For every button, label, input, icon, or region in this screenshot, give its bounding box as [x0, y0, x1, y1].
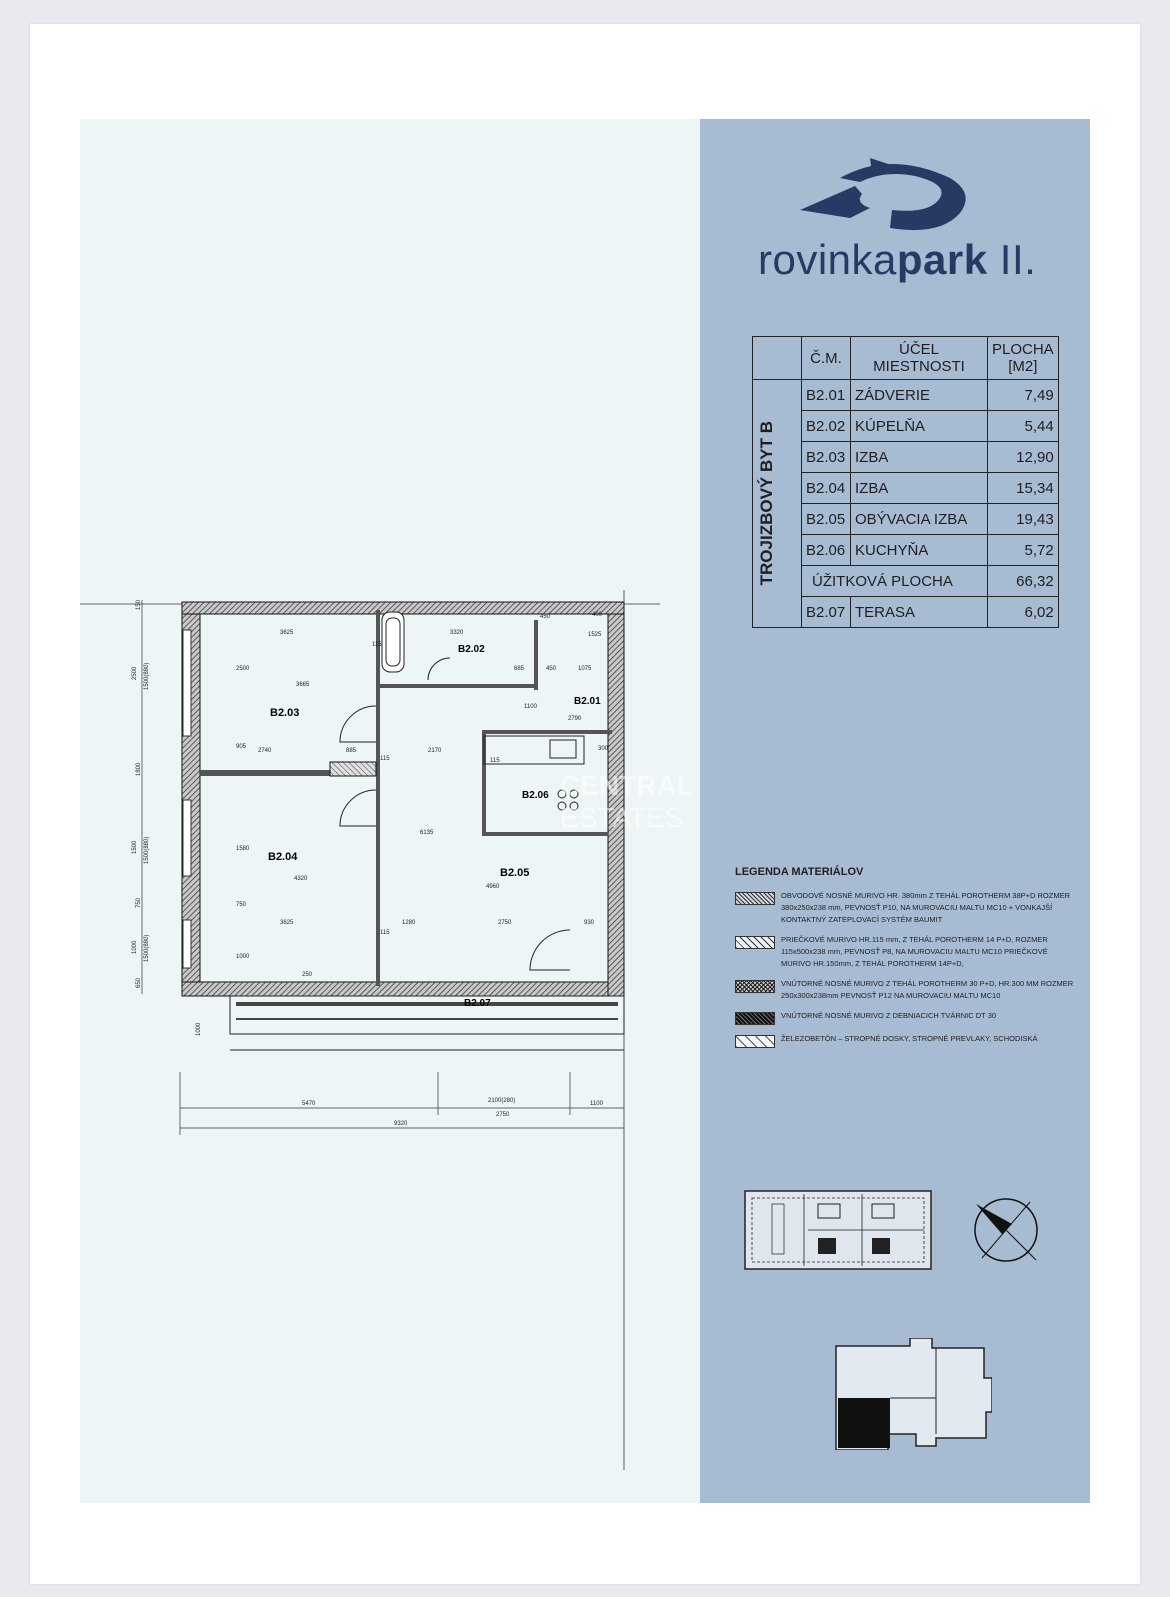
dim-label: 1500(880) [144, 934, 150, 962]
dim-label: 1525 [588, 632, 602, 638]
dim-label: 300 [598, 746, 609, 752]
header-plocha-l2: [M2] [1008, 358, 1038, 375]
dim-label: 3320 [450, 630, 464, 636]
legend-item [735, 978, 1075, 1002]
dim-label: 1075 [578, 666, 592, 672]
dim-label: 2170 [428, 748, 442, 754]
cell-cm: B2.03 [802, 442, 851, 473]
legend-item [735, 1033, 1075, 1048]
floor-plan [80, 590, 660, 1490]
dim-label: 3665 [296, 682, 310, 688]
cell-ucel: KÚPELŇA [851, 411, 988, 442]
table-header-row [753, 337, 1059, 380]
legend-text: VNÚTORNÉ NOSNÉ MURIVO Z TEHÁL POROTHERM 30 P+D, HR.300 MM ROZMER 250x300x238mm PEVNOSŤ P12 NA MUROVACIU MALTU MC10 [781, 979, 1074, 1000]
cell-plocha: 15,34 [988, 473, 1059, 504]
dim-label: 2100(280) [488, 1098, 516, 1104]
cell-plocha: 5,72 [988, 535, 1059, 566]
cell-cm: B2.04 [802, 473, 851, 504]
dim-label: 1000 [236, 954, 250, 960]
dense-crosshatch-swatch-icon [735, 980, 775, 993]
room-label-b2-01: B2.01 [574, 696, 601, 707]
legend-text: OBVODOVÉ NOSNÉ MURIVO HR. 380mm Z TEHÁL POROTHERM 38P+D ROZMER 380x250x238 mm, PEVNOSŤ P10, NA MUROVACIU MALTU MC10 + VONKAJŠÍ KONTAKTNÝ ZATEPLOVACÍ SYSTÉM BAUMIT [781, 891, 1071, 924]
legend-text: ŽELEZOBETÓN – STROPNÉ DOSKY, STROPNÉ PREVLAKY, SCHODISKÁ [781, 1034, 1038, 1043]
north-arrow-icon [972, 1196, 1040, 1264]
room-label-b2-06: B2.06 [522, 790, 549, 801]
watermark [560, 770, 694, 834]
dim-label: 4320 [294, 876, 308, 882]
cell-ucel: TERASA [851, 597, 988, 628]
group-label: TROJIZBOVÝ BYT B [757, 421, 776, 586]
cell-ucel: IZBA [851, 442, 988, 473]
dim-label: 2500 [236, 666, 250, 672]
dim-label: 1580 [236, 846, 250, 852]
dim-label: 250 [302, 972, 313, 978]
dim-label: 2790 [568, 716, 582, 722]
dim-label: 115 [380, 756, 390, 762]
dim-label: 2500 [132, 666, 138, 680]
cell-ucel: OBÝVACIA IZBA [851, 504, 988, 535]
light-hatch-swatch-icon [735, 1035, 775, 1048]
dim-label: 400 [592, 612, 603, 618]
dim-label: 1100 [590, 1101, 603, 1107]
dim-label: 115 [490, 758, 500, 764]
cell-ucel: KUCHYŇA [851, 535, 988, 566]
dim-label: 1280 [402, 920, 416, 926]
legend-item [735, 934, 1075, 970]
dim-label: 2750 [496, 1112, 510, 1118]
dark-hatch-swatch-icon [735, 1012, 775, 1025]
cell-ucel: IZBA [851, 473, 988, 504]
dim-label: 905 [236, 744, 247, 750]
header-plocha-l1: PLOCHA [992, 341, 1054, 358]
legend-title: LEGENDA MATERIÁLOV [735, 866, 864, 878]
brand-suffix: II. [987, 236, 1037, 283]
total-value: 66,32 [988, 566, 1059, 597]
dim-label: 1500 [132, 840, 138, 854]
dim-label: 750 [136, 897, 142, 908]
dim-label: 2750 [498, 920, 512, 926]
building-key-plan [832, 1338, 992, 1450]
legend-text: PRIEČKOVÉ MURIVO HR.115 mm, Z TEHÁL POROTHERM 14 P+D, ROZMER 115x500x238 mm, PEVNOSŤ P8, NA MUROVACIU MALTU MC10 PRIEČKOVÉ MURIVO HR.150mm, Z TEHÁL POROTHERM 14P+D, [781, 935, 1048, 968]
brand-regular: rovinka [758, 236, 897, 283]
info-sidebar [700, 119, 1090, 1503]
cell-cm: B2.01 [802, 380, 851, 411]
legend-text: VNÚTORNÉ NOSNÉ MURIVO Z DEBNIACICH TVÁRNIC DT 30 [781, 1011, 997, 1020]
table-row [753, 380, 1059, 411]
dim-label: 1800 [136, 762, 142, 776]
cell-cm: B2.05 [802, 504, 851, 535]
dim-label: 685 [514, 666, 525, 672]
cell-cm: B2.02 [802, 411, 851, 442]
legend-item [735, 890, 1075, 926]
room-label-b2-02: B2.02 [458, 644, 485, 655]
dim-label: 3625 [280, 630, 294, 636]
room-table [752, 336, 1059, 628]
brand-bold: park [896, 236, 988, 283]
cell-plocha: 7,49 [988, 380, 1059, 411]
room-label-b2-05: B2.05 [500, 867, 530, 879]
dim-label: 115 [380, 930, 390, 936]
materials-legend [735, 866, 1075, 1056]
brand-name [758, 236, 1036, 284]
dim-label: 450 [546, 666, 557, 672]
dim-label: 1500(880) [144, 836, 150, 864]
cell-cm: B2.06 [802, 535, 851, 566]
cell-cm: B2.07 [802, 597, 851, 628]
dim-label: 3625 [280, 920, 294, 926]
total-label: ÚŽITKOVÁ PLOCHA [802, 566, 988, 597]
dim-label: 9320 [394, 1121, 408, 1127]
dim-label: 2740 [258, 748, 272, 754]
dim-label: 930 [584, 920, 595, 926]
dim-label: 1000 [196, 1022, 202, 1036]
dim-label: 450 [540, 614, 551, 620]
dim-label: 1000 [132, 940, 138, 954]
room-label-b2-04: B2.04 [268, 851, 298, 863]
dim-label: 115 [372, 642, 382, 648]
room-label-b2-03: B2.03 [270, 707, 300, 719]
cell-plocha: 5,44 [988, 411, 1059, 442]
cell-plocha: 12,90 [988, 442, 1059, 473]
legend-item [735, 1010, 1075, 1025]
header-cm: Č.M. [802, 337, 851, 380]
dim-label: 1100 [524, 704, 537, 710]
watermark-line2: ESTATES [560, 802, 684, 833]
dim-label: 1500(880) [144, 662, 150, 690]
dim-label: 650 [136, 977, 142, 988]
group-label-cell [753, 380, 802, 628]
dim-label: 5470 [302, 1101, 316, 1107]
header-ucel: ÚČEL MIESTNOSTI [851, 337, 988, 380]
watermark-line1: CENTRAL [560, 770, 694, 801]
room-label-b2-07: B2.07 [464, 998, 491, 1009]
cell-ucel: ZÁDVERIE [851, 380, 988, 411]
crosshatch-swatch-icon [735, 892, 775, 905]
header-plocha [988, 337, 1059, 380]
cell-plocha: 6,02 [988, 597, 1059, 628]
site-plan-thumbnail [744, 1190, 932, 1270]
cell-plocha: 19,43 [988, 504, 1059, 535]
diagonal-hatch-swatch-icon [735, 936, 775, 949]
rovinkapark-logo-icon [800, 158, 980, 238]
dim-label: 6135 [420, 830, 434, 836]
dim-label: 885 [346, 748, 357, 754]
dim-label: 750 [236, 902, 247, 908]
dim-label: 4960 [486, 884, 500, 890]
dim-label: 150 [136, 599, 142, 610]
